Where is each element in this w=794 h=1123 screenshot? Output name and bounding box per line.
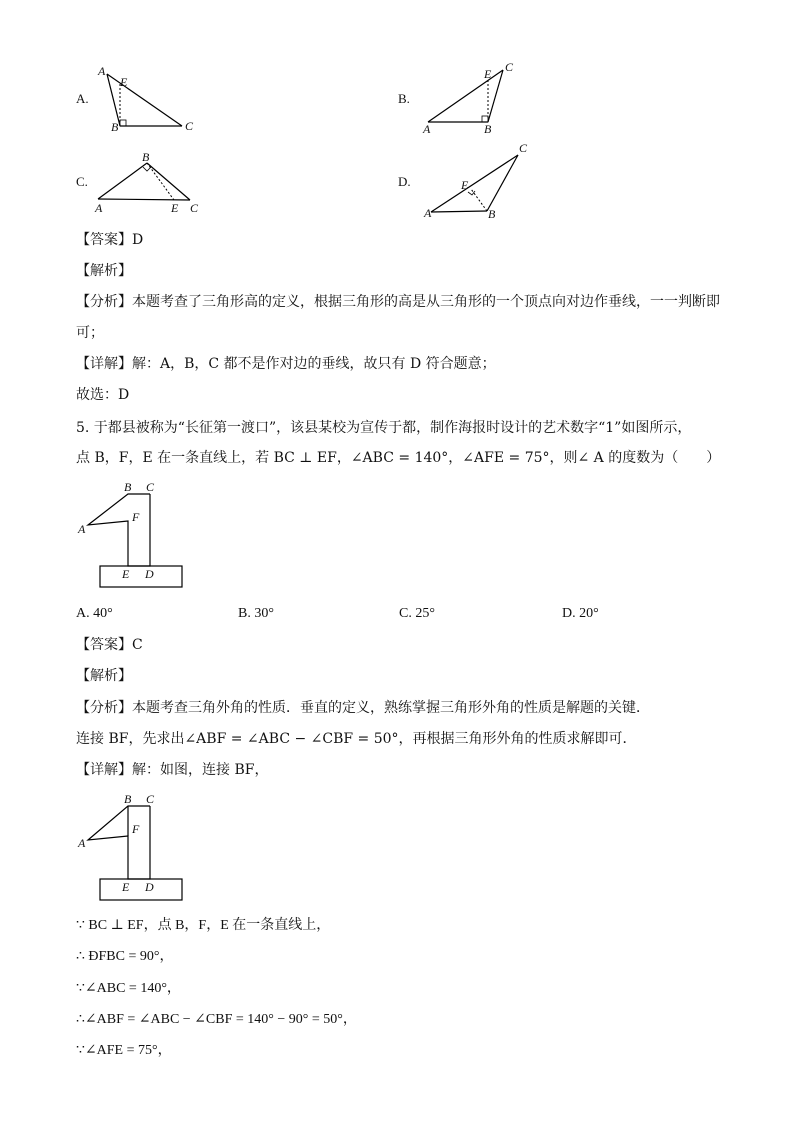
detail-label: 【详解】 — [76, 762, 132, 778]
analysis-label: 【分析】 — [76, 700, 132, 716]
q5-step-1: ∵ BC ⊥ EF，点 B，F，E 在一条直线上， — [76, 918, 331, 933]
label-e: E — [484, 67, 492, 81]
answer-value: C — [132, 637, 143, 653]
q5-stem-line1: 5. 于都县被称为“长征第一渡口”，该县某校为宣传于都，制作海报时设计的艺术数字“1”如图所示， — [76, 420, 692, 436]
q5-step-2: ∴ ÐFBC = 90°， — [76, 949, 174, 964]
label-c: C — [185, 119, 194, 133]
label-e: E — [171, 201, 179, 215]
detail-label: 【详解】 — [76, 356, 132, 372]
label-f: F — [132, 510, 140, 524]
analysis-label: 【分析】 — [76, 294, 132, 310]
analysis-text: 本题考查了三角形高的定义，根据三角形的高是从三角形的一个顶点向对边作垂线，一一判断即 — [132, 294, 720, 310]
q5-option-d: D. 20° — [562, 606, 599, 621]
option-letter: C. — [76, 174, 88, 189]
answer-label: 【答案】 — [76, 232, 132, 248]
label-e: E — [122, 880, 130, 894]
label-c: C — [146, 792, 155, 806]
label-a: A — [98, 64, 106, 78]
label-a: A — [423, 122, 431, 136]
label-d: D — [145, 880, 154, 894]
label-d: D — [145, 567, 154, 581]
option-letter: B. — [398, 91, 410, 106]
label-c: C — [505, 60, 514, 74]
q5-option-c: C. 25° — [399, 606, 435, 621]
q5-step-5: ∵∠AFE = 75°， — [76, 1043, 172, 1058]
q4-jiexi: 【解析】 — [76, 263, 132, 279]
q4-analysis-cont: 可； — [76, 325, 104, 341]
label-a: A — [78, 522, 86, 536]
label-c: C — [190, 201, 199, 215]
q5-jiexi: 【解析】 — [76, 668, 132, 684]
answer-value: D — [132, 232, 144, 248]
label-c: C — [146, 480, 155, 494]
detail-text: 解：如图，连接 BF， — [132, 762, 269, 778]
label-b: B — [484, 122, 492, 136]
label-a: A — [424, 206, 432, 220]
detail-text: 解：A，B，C 都不是作对边的垂线，故只有 D 符合题意； — [132, 356, 496, 372]
label-e: E — [120, 75, 128, 89]
q5-stem-line2: 点 B，F，E 在一条直线上，若 BC ⊥ EF，∠ABC = 140°，∠AFE = 75°，则∠ A 的度数为（ ） — [76, 450, 721, 466]
label-c: C — [519, 141, 528, 155]
label-a: A — [95, 201, 103, 215]
label-b: B — [124, 792, 132, 806]
q4-choose: 故选：D — [76, 387, 130, 403]
answer-label: 【答案】 — [76, 637, 132, 653]
q5-option-b: B. 30° — [238, 606, 274, 621]
label-b: B — [142, 150, 150, 164]
label-b: B — [488, 207, 496, 221]
label-a: A — [78, 836, 86, 850]
q5-step-4: ∴∠ABF = ∠ABC − ∠CBF = 140° − 90° = 50°， — [76, 1012, 357, 1027]
option-letter: A. — [76, 91, 89, 106]
q5-step-3: ∵∠ABC = 140°， — [76, 981, 181, 996]
label-e: E — [461, 178, 469, 192]
label-b: B — [111, 120, 119, 134]
analysis-text: 本题考查三角外角的性质．垂直的定义，熟练掌握三角形外角的性质是解题的关键． — [132, 700, 650, 716]
option-letter: D. — [398, 174, 411, 189]
label-e: E — [122, 567, 130, 581]
q5-option-a: A. 40° — [76, 606, 113, 621]
label-b: B — [124, 480, 132, 494]
label-f: F — [132, 822, 140, 836]
q5-analysis-cont: 连接 BF，先求出∠ABF = ∠ABC − ∠CBF = 50°，再根据三角形外角的性质求解即可． — [76, 731, 637, 747]
